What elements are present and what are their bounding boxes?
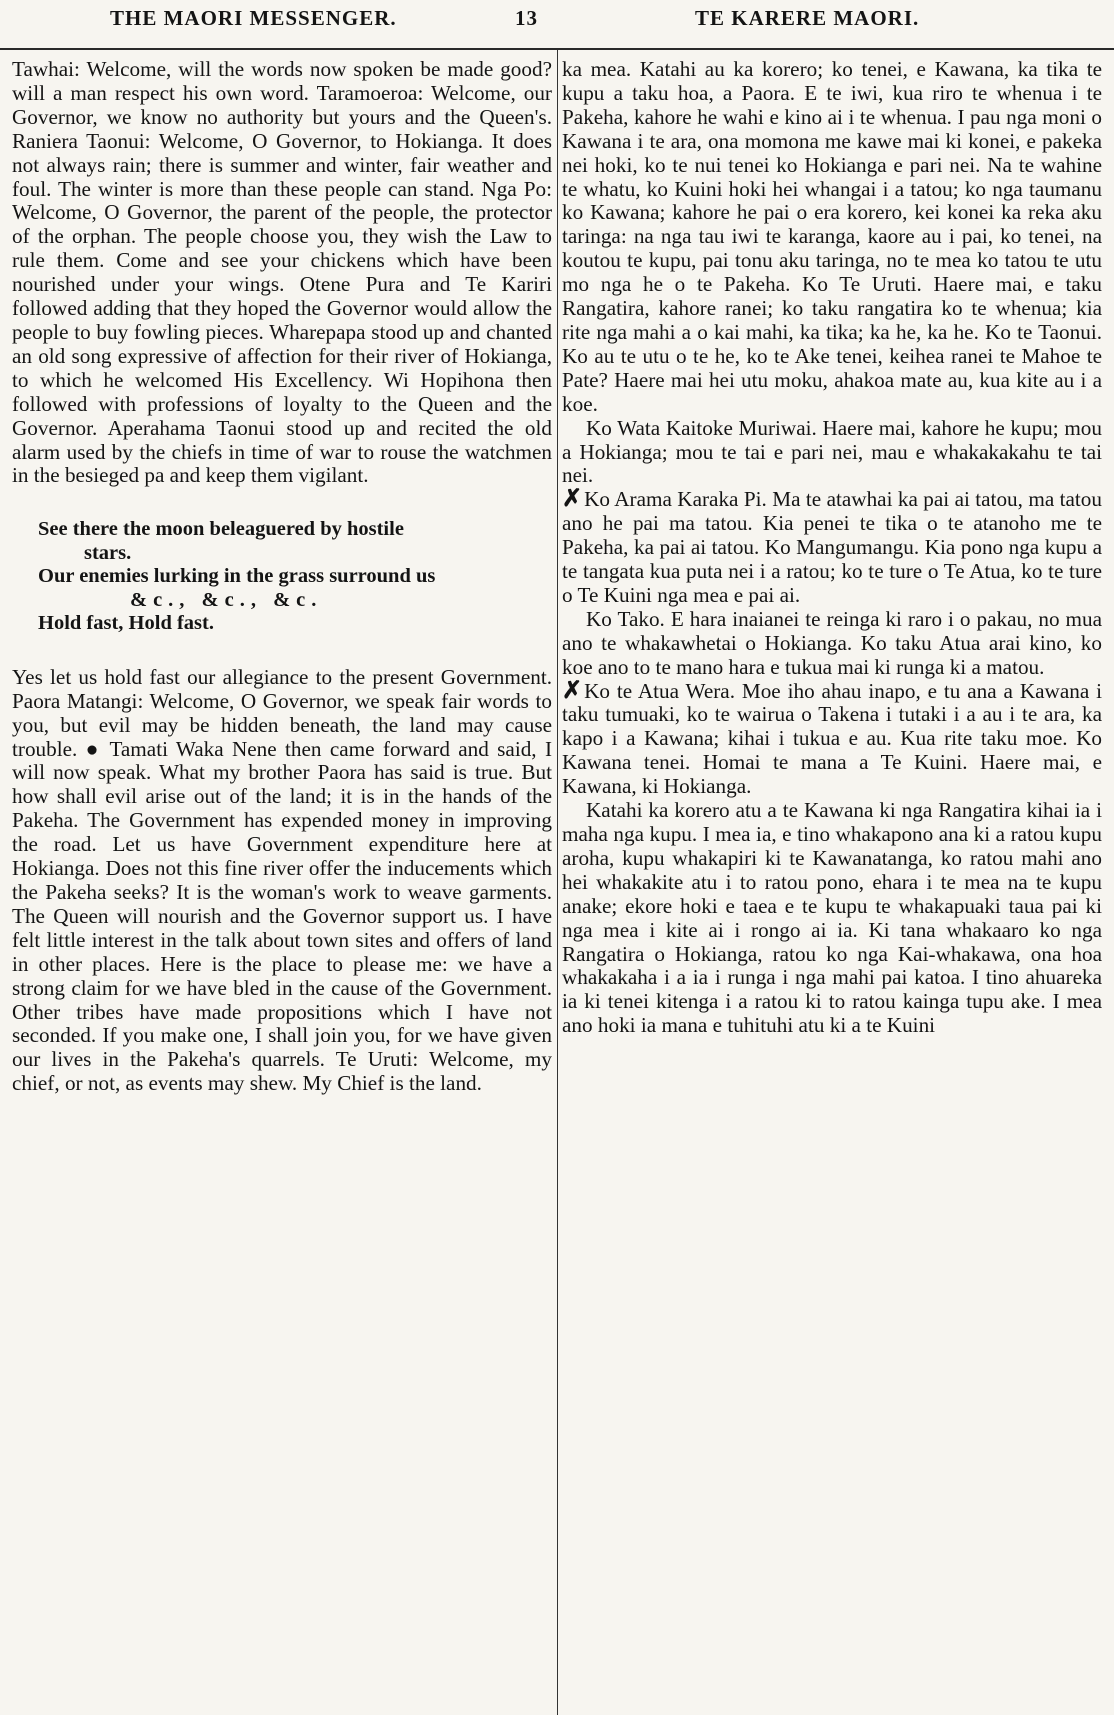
poem-line-1: See there the moon beleaguered by hostile bbox=[38, 518, 404, 541]
left-paragraph-2: Yes let us hold fast our allegiance to the present Government. Paora Matangi: Welcome, O Governor, we speak fair words to you, but evil may be hidden beneath, the land may cause trouble. ● Tamati Waka Nene then came forward and said, I will now speak. What my brother Paora has said is true. But how shall evil arise out of the land; it is in the hands of the Pakeha. The Government has expended money in improving the road. Let us have Government expenditure here at Hokianga. Does not this fine river offer the inducements which the Pakeha seeks? It is the woman's work to weave garments. The Queen will nourish and the Governor support us. I have felt little interest in the talk about town sites and offers of land in other places. Here is the place to please me: we have a strong claim for we have bled in the cause of the Government. Other tribes have made propositions which I have not seconded. If you make one, I shall join you, for we have given our lives in the Pakeha's quarrels. Te Uruti: Welcome, my chief, or not, as events may shew. My Chief is the land. bbox=[12, 664, 552, 1096]
left-paragraph-1: Tawhai: Welcome, will the words now spoken be made good? will a man respect his own word. Taramoeroa: Welcome, our Governor, we know no authority but yours and the Queen's. Raniera Taonui: Welcome, O Governor, to Hokianga. It does not always rain; there is summer and winter, fair weather and foul. The winter is more than these people can stand. Nga Po: Welcome, O Governor, the parent of the people, the protector of the orphan. The people choose you, they wish the Law to rule them. Come and see your chickens which have been nourished under your wings. Otene Pura and Te Kariri followed adding that they hoped the Governor would allow the people to buy fowling pieces. Wharepapa stood up and chanted an old song expressive of affection for their river of Hokianga, to which he welcomed His Excellency. Wi Hopihona then followed with professions of loyalty to the Queen and the Governor. Aperahama Taonui stood up and recited the old alarm used by the chiefs in time of war to rouse the watchmen in the besieged pa and keep them vigilant. bbox=[12, 57, 552, 488]
right-paragraph-5 bbox=[562, 677, 1102, 800]
right-paragraph-4: Ko Tako. E hara inaianei te reinga ki raro i o pakau, no mua ano te whakawhetai o Hokianga. Ko taku Atua arai kino, ko koe ano to te mano hara e tukua mai ki runga ki a matou. bbox=[562, 606, 1102, 679]
right-paragraph-6: Katahi ka korero atu a te Kawana ki nga Rangatira kihai ia i maha nga kupu. I mea ia, e tino whakapono ana ki a ratou kupu aroha, kupu whakapiri ki te Kawanatanga, ko ratou mahi ano hei whakakite atu i to ratou pono, ehara i te mea na te kupu anake; ekore hoki e taea e te kupu te whakapuaki taua pai ki nga mea i kite ai i rongo ai ia. Ki tana whakaaro ko nga Rangatira o Hokianga, ratou ko nga Kai-whakawa, ona hoa whakakaha i a ia i runga i nga mahi pai katoa. I tino ahuareka ia ki tenei kitenga i a ratou ki to ratou kainga tupu ake. I mea ano hoki ia mana e tuhituhi atu ki a te Kuini bbox=[562, 798, 1102, 1038]
header-english-title: THE MAORI MESSENGER. bbox=[110, 6, 397, 30]
poem-line-2: Our enemies lurking in the grass surround us bbox=[38, 565, 436, 588]
poem-line-4: Hold fast, Hold fast. bbox=[38, 612, 214, 635]
left-column bbox=[12, 58, 552, 1096]
poem-line-1b: stars. bbox=[84, 541, 132, 564]
poem-line-3: &c., &c., &c. bbox=[130, 588, 323, 611]
column-divider bbox=[557, 50, 558, 1715]
page-number: 13 bbox=[515, 6, 538, 30]
right-paragraph-2: Ko Wata Kaitoke Muriwai. Haere mai, kahore he kupu; mou a Hokianga; mou te tai e pari nei, mau e whakakakahu te tai nei. bbox=[562, 415, 1102, 488]
right-column bbox=[562, 58, 1102, 1038]
right-paragraph-3 bbox=[562, 488, 1102, 608]
cross-mark-icon: ✗ bbox=[562, 486, 583, 513]
header-maori-title: TE KARERE MAORI. bbox=[695, 6, 920, 30]
poem-block bbox=[38, 518, 552, 636]
page-header bbox=[0, 6, 1114, 34]
right-paragraph-1: ka mea. Katahi au ka korero; ko tenei, e Kawana, ka tika te kupu a taku hoa, a Paora. E te iwi, kua riro te whenua i te Pakeha, kahore he wahi e kino ai i te whenua. I pau nga moni o Kawana i te ara, ona momona me kawe mai ki konei, e pakeka nei hoki, ko te nui tenei ko Hokianga e pari nei. Na te wahine te whatu, ko Kuini hoki hei whangai i a tatou; ko nga taumanu ko Kawana; kahore he pai o era korero, kei konei ka reka aku taringa: na nga tau iwi te karanga, kaore au i pai, ko tenei, na koutou te kupu, pai tonu aku taringa, no te mea ko tatou te utu mo nga he o te Pakeha. Ko Te Uruti. Haere mai, e taku Rangatira, kahore ranei; ko taku rangatira ko te whenua; kia rite nga mahi a o kai mahi, ka tika; ka he, ka he. Ko te Taonui. Ko au te utu o te he, ko te Ake tenei, keihea ranei te Mahoe te Pate? Haere mai hei utu moku, ahakoa mate au, kua kite au i a koe. bbox=[562, 57, 1102, 416]
cross-mark-icon: ✗ bbox=[562, 677, 583, 704]
right-paragraph-3-text: Ko Arama Karaka Pi. Ma te atawhai ka pai ai tatou, ma tatou ano he pai ma tatou. Kia penei te tika o te atanoho me te Pakeha, ka pai ai tatou. Ko Mangumangu. Kia pono nga kupu a te tangata kua puta nei i a ratou; ko te ture o Te Atua, ko te ture o Te Kuini nga mea e pai ai. bbox=[562, 487, 1102, 607]
right-paragraph-5-text: Ko te Atua Wera. Moe iho ahau inapo, e tu ana a Kawana i taku tumuaki, ko te wairua o Takena i tutaki i a au i te ara, ka kapo i a Kawana; kihai i tukua e au. Kua rite taku moe. Ko Kawana tenei. Homai te mana a Te Kuini. Haere mai, e Kawana, ki Hokianga. bbox=[562, 678, 1102, 799]
